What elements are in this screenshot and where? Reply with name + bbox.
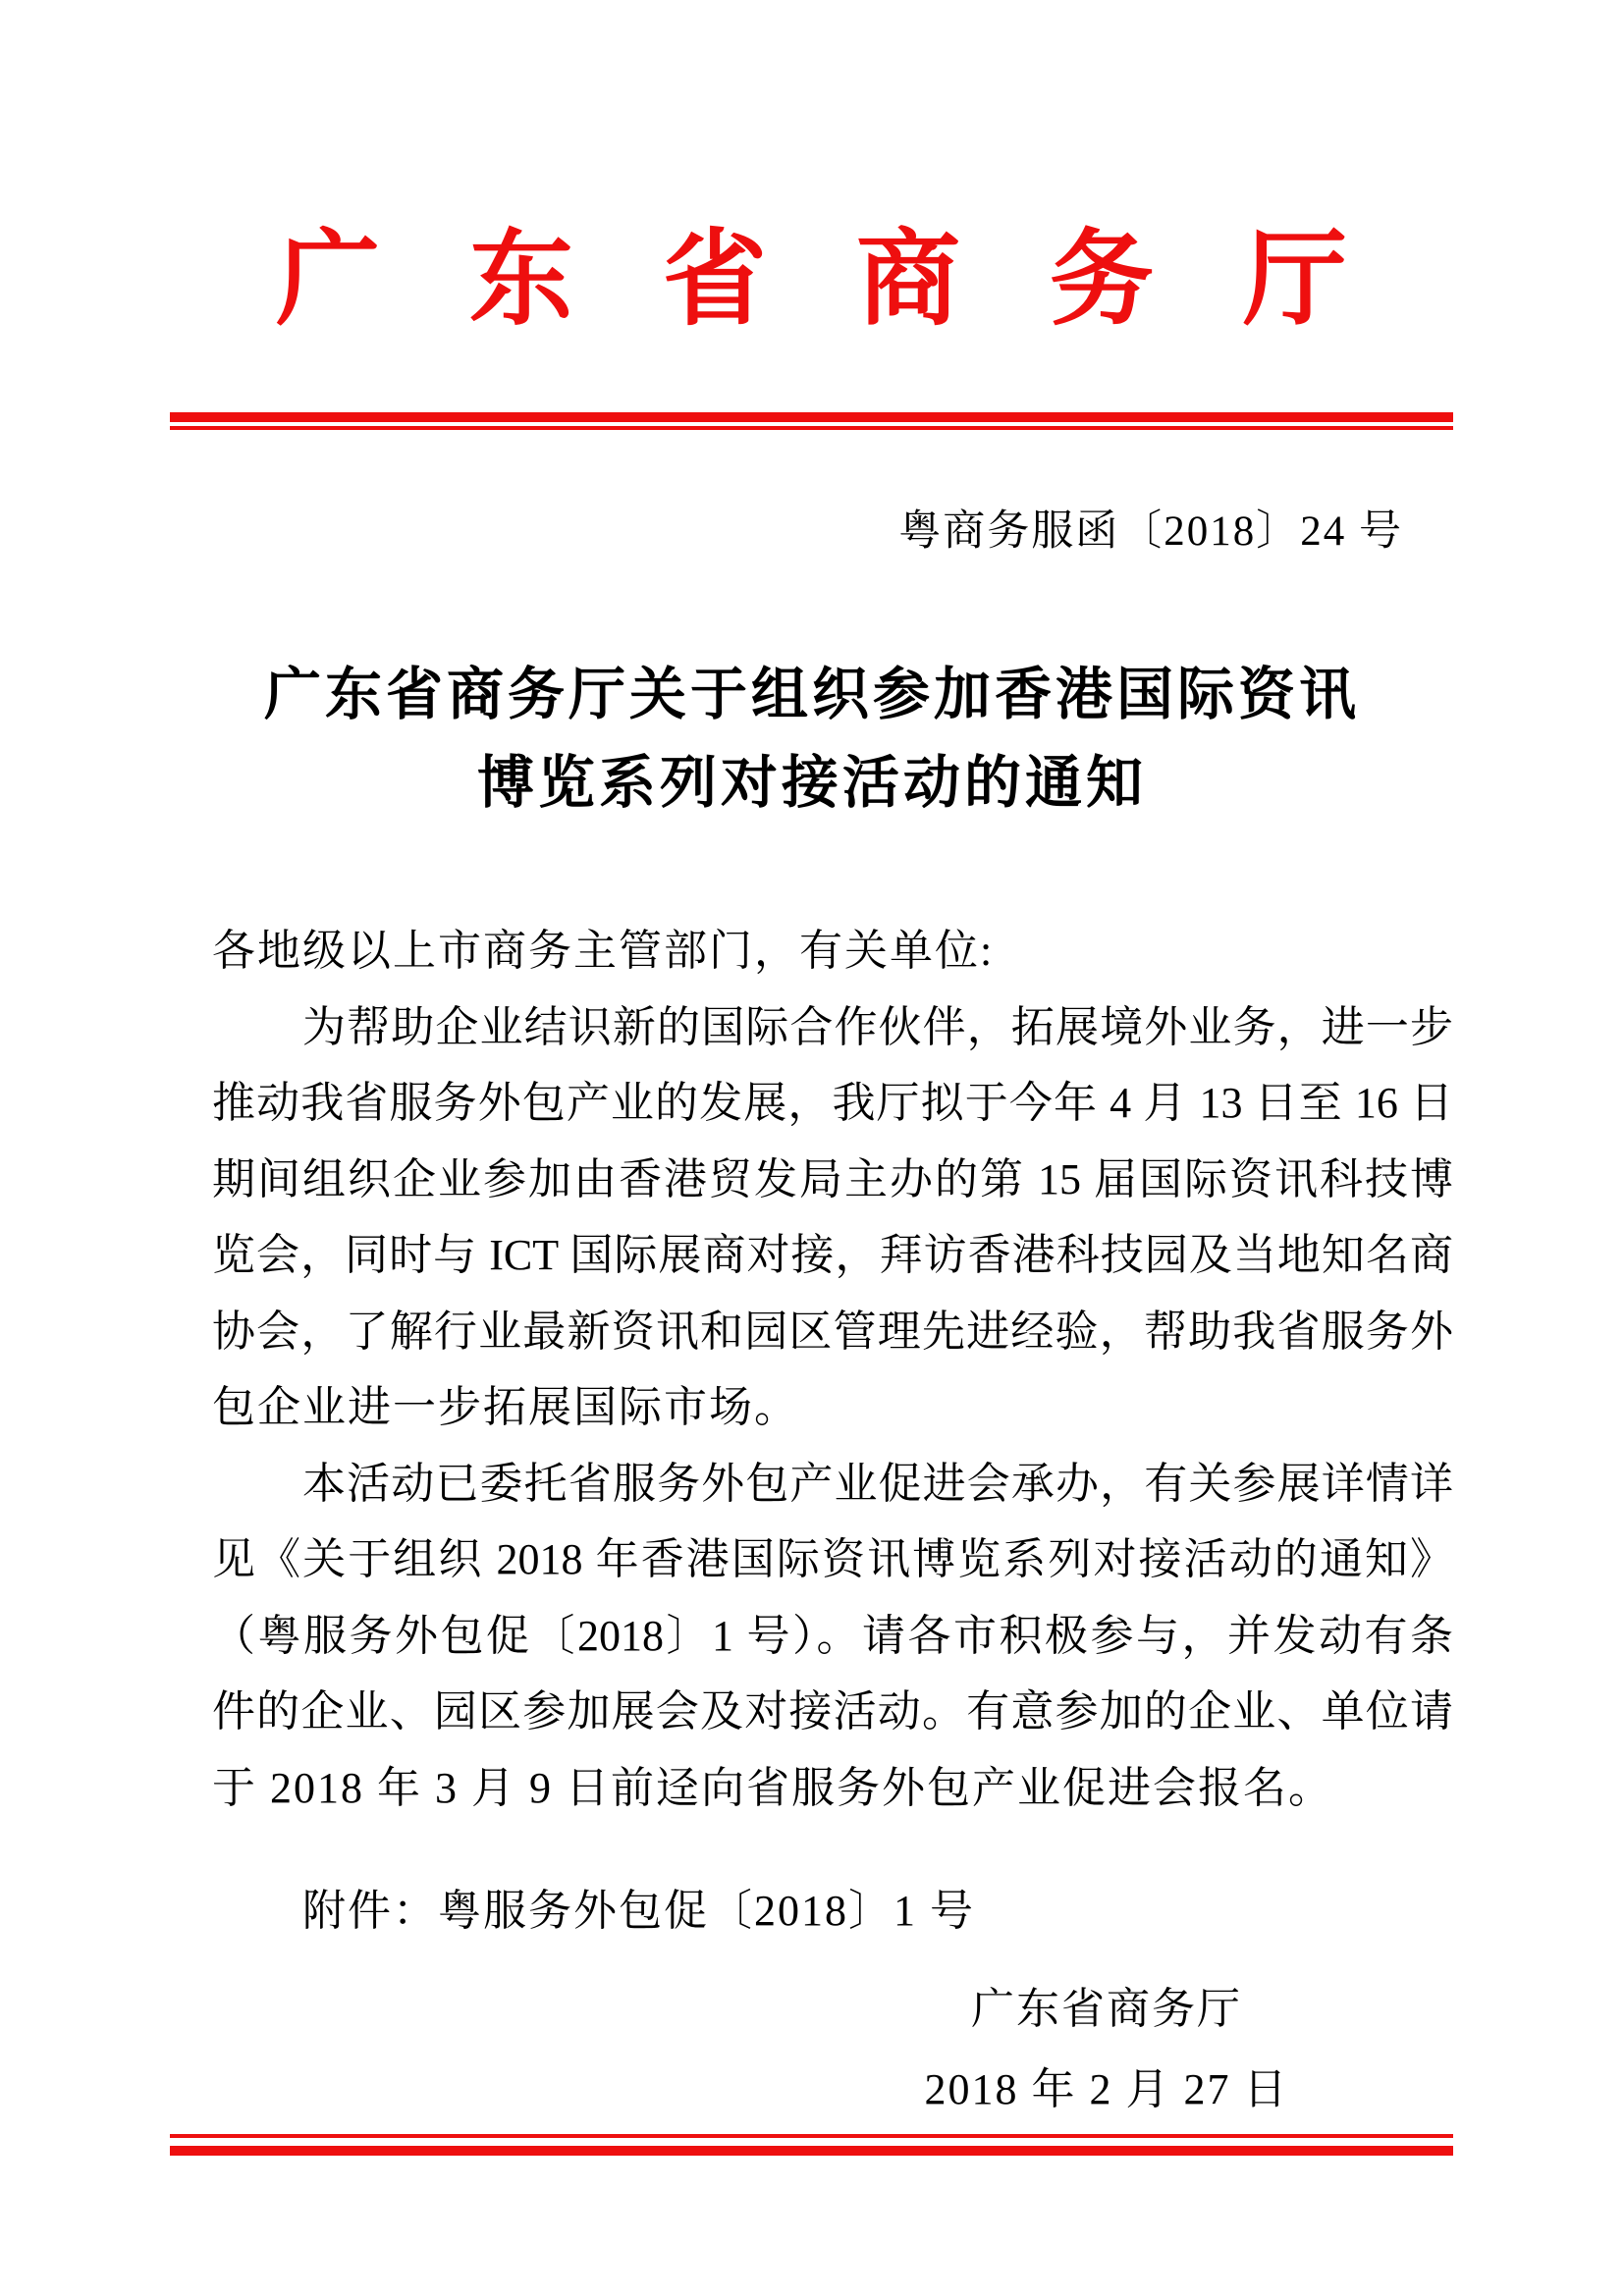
body-line: 件的企业、园区参加展会及对接活动。有意参加的企业、单位请 xyxy=(212,1687,1453,1735)
document-reference-number: 粤商务服函〔2018〕24 号 xyxy=(898,508,1403,555)
body-line: 协会，了解行业最新资讯和园区管理先进经验，帮助我省服务外 xyxy=(212,1307,1453,1356)
document-body xyxy=(212,913,1453,1826)
body-line-salutation: 各地级以上市商务主管部门，有关单位: xyxy=(212,927,995,975)
attachment-line: 附件：粤服务外包促〔2018〕1 号 xyxy=(302,1887,975,1935)
letterhead-agency-title: 广东省商务厅 xyxy=(276,223,1436,338)
body-line: （粤服务外包促〔2018〕1 号）。请各市积极参与，并发动有条 xyxy=(212,1611,1453,1660)
body-line: 览会，同时与 ICT 国际展商对接，拜访香港科技园及当地知名商 xyxy=(212,1231,1453,1279)
notice-title xyxy=(0,651,1624,828)
body-line: 推动我省服务外包产业的发展，我厅拟于今年 4 月 13 日至 16 日 xyxy=(212,1079,1453,1127)
notice-title-line1: 广东省商务厅关于组织参加香港国际资讯 xyxy=(263,663,1360,726)
divider-thick-line xyxy=(170,2146,1453,2156)
signature-block xyxy=(0,1969,1624,2130)
divider-thin-line xyxy=(170,2134,1453,2138)
notice-title-line2: 博览系列对接活动的通知 xyxy=(476,751,1147,815)
body-line: 本活动已委托省服务外包产业促进会承办，有关参展详情详 xyxy=(302,1459,1453,1508)
footer-divider-rule xyxy=(170,2134,1453,2156)
divider-thick-line xyxy=(170,412,1453,422)
body-line: 期间组织企业参加由香港贸发局主办的第 15 届国际资讯科技博 xyxy=(212,1154,1453,1203)
letterhead-divider-rule xyxy=(170,412,1453,430)
body-line: 见《关于组织 2018 年香港国际资讯博览系列对接活动的通知》 xyxy=(212,1535,1453,1583)
body-line: 为帮助企业结识新的国际合作伙伴，拓展境外业务，进一步 xyxy=(302,1002,1453,1051)
body-line: 于 2018 年 3 月 9 日前迳向省服务外包产业促进会报名。 xyxy=(212,1763,1333,1812)
divider-thin-line xyxy=(170,426,1453,430)
signature-date: 2018 年 2 月 27 日 xyxy=(924,2064,1289,2113)
body-line: 包企业进一步拓展国际市场。 xyxy=(212,1383,799,1431)
signature-agency: 广东省商务厅 xyxy=(971,1984,1242,2033)
